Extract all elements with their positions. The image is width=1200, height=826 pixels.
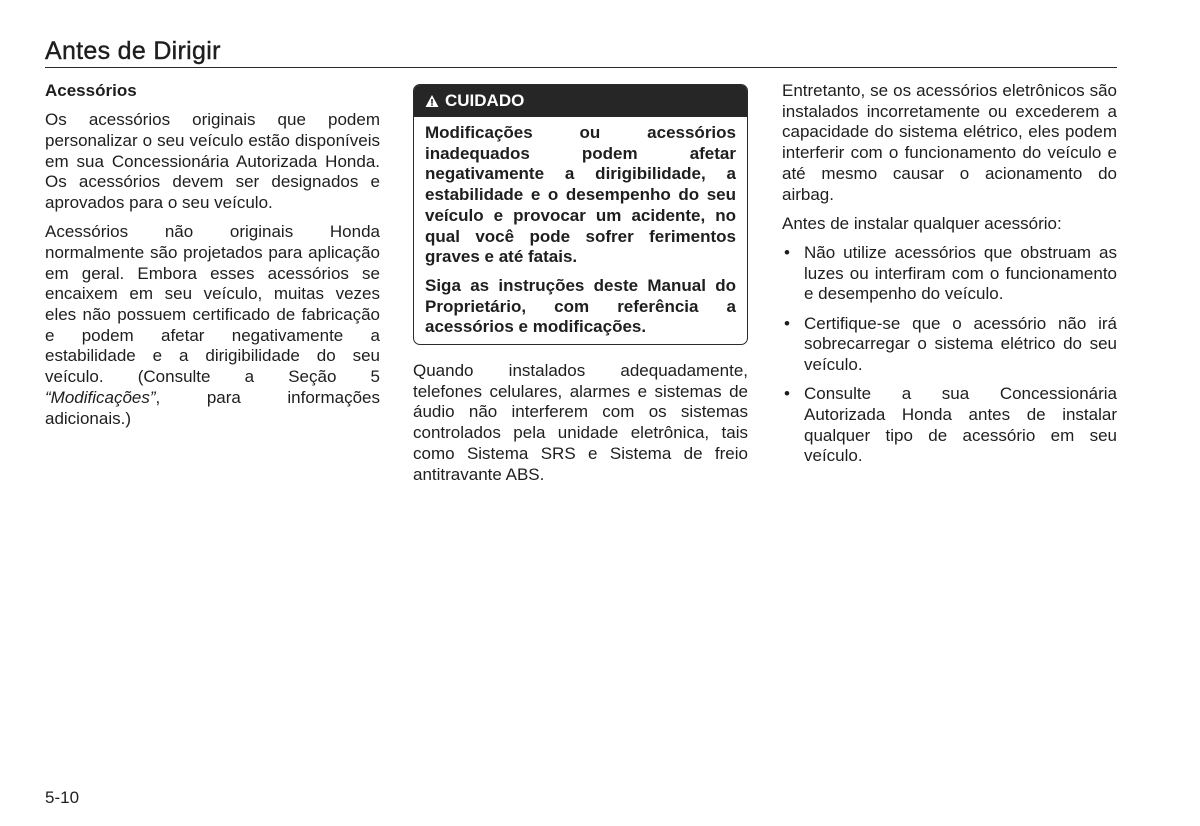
paragraph-original-accessories: Os acessórios originais que podem personalizar o seu veículo estão disponíveis em sua Concessionária Autorizada Honda. Os acessórios devem ser designados e aprovados para o seu veículo. xyxy=(45,110,380,213)
list-item-text: Não utilize acessórios que obstruam as luzes ou interfiram com o funcionamento e desempenho do veículo. xyxy=(804,242,1117,304)
warning-triangle-icon xyxy=(425,94,439,108)
caution-label: CUIDADO xyxy=(445,90,525,110)
caution-body xyxy=(414,117,747,344)
column-accessories xyxy=(45,81,380,438)
paragraph-incorrect-install: Entretanto, se os acessórios eletrônicos são instalados incorretamente ou excederem a capacidade do sistema elétrico, eles podem interferir com o funcionamento do veículo e até mesmo causar o acionamento do airbag. xyxy=(782,81,1117,204)
paragraph-electronics: Quando instalados adequadamente, telefones celulares, alarmes e sistemas de áudio não interferem com os sistemas controlados pela unidade eletrônica, tais como Sistema SRS e Sistema de freio antitravante ABS. xyxy=(413,361,748,484)
list-item xyxy=(782,243,1117,305)
caution-header xyxy=(414,85,747,117)
caution-box xyxy=(413,84,748,345)
section-heading: Acessórios xyxy=(45,81,137,100)
caution-warning-text: Modificações ou acessórios inadequados podem afetar negativamente a dirigibilidade, a estabilidade e o desempenho do seu veículo e provocar um acidente, no qual você pode sofrer ferimentos graves e até fatais. xyxy=(425,123,736,267)
list-item xyxy=(782,314,1117,376)
list-item-text: Certifique-se que o acessório não irá sobrecarregar o sistema elétrico do seu veículo. xyxy=(804,313,1117,374)
page-title: Antes de Dirigir xyxy=(45,37,221,65)
bullet-list xyxy=(782,243,1117,467)
list-item xyxy=(782,384,1117,467)
paragraph-text-end: , para informações adicionais.) xyxy=(45,387,380,428)
header-divider xyxy=(45,67,1117,68)
column-caution xyxy=(413,81,748,494)
section-reference: “Modificações” xyxy=(45,387,156,407)
bullet-dot: • xyxy=(784,313,790,333)
paragraph-before-install: Antes de instalar qualquer acessório: xyxy=(782,213,1062,233)
bullet-dot: • xyxy=(784,384,790,404)
page-number: 5-10 xyxy=(45,788,80,807)
paragraph-text: Acessórios não originais Honda normalmente são projetados para aplicação em geral. Embora esses acessórios se encaixem em seu veículo, muitas vezes eles não possuem certificado de fabricação e podem afetar negativamente a estabilidade e a dirigibilidade do seu veículo. (Consulte a Seção 5 xyxy=(45,222,380,387)
list-item-text: Consulte a sua Concessionária Autorizada Honda antes de instalar qualquer tipo de acessório em seu veículo. xyxy=(804,384,1117,466)
bullet-dot: • xyxy=(784,242,790,262)
caution-instruction-text: Siga as instruções deste Manual do Proprietário, com referência a acessórios e modificações. xyxy=(425,275,736,337)
column-electrical xyxy=(782,81,1117,475)
paragraph-non-original-accessories xyxy=(45,222,380,429)
